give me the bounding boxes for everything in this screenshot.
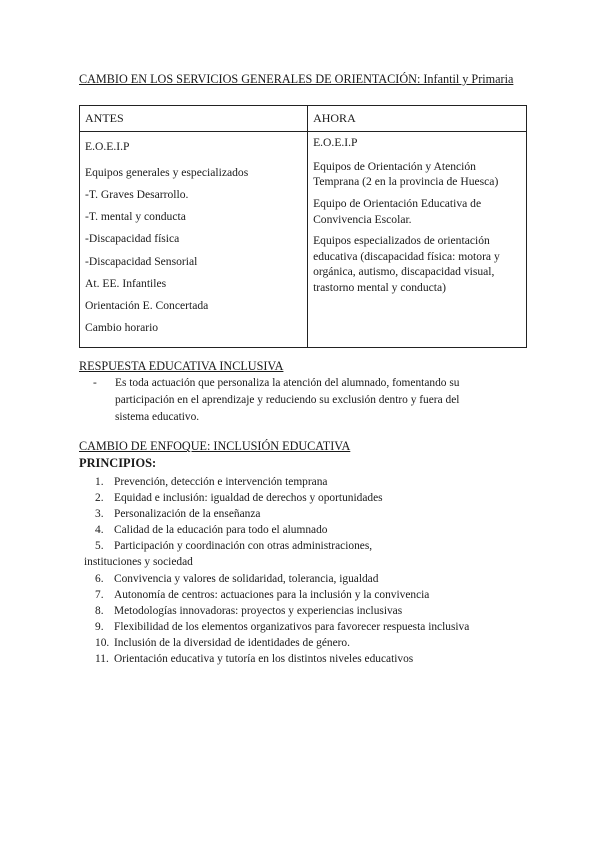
principle-text: Calidad de la educación para todo el alumnado bbox=[114, 524, 328, 537]
ahora-item: Equipos especializados de orientación educativa (discapacidad física: motora y orgánica, autismo, discapacidad visual, trastorno mental y conducta) bbox=[313, 234, 500, 295]
principle-text: Flexibilidad de los elementos organizativos para favorecer respuesta inclusiva bbox=[114, 620, 470, 633]
antes-item: -Discapacidad física bbox=[85, 232, 180, 246]
principle-number: 11. bbox=[95, 653, 109, 666]
antes-item: Orientación E. Concertada bbox=[85, 299, 209, 313]
principle-number: 2. bbox=[95, 492, 104, 505]
principle-text-continuation: instituciones y sociedad bbox=[84, 556, 193, 569]
document-title: CAMBIO EN LOS SERVICIOS GENERALES DE ORIENTACIÓN: Infantil y Primaria bbox=[79, 72, 514, 86]
antes-item: E.O.E.I.P bbox=[85, 140, 130, 153]
principle-item bbox=[82, 522, 512, 538]
header-ahora: AHORA bbox=[308, 106, 527, 132]
respuesta-text: Es toda actuación que personaliza la atención del alumnado, fomentando su participación en el aprendizaje y reduciendo su exclusión dentro y fuera del sistema educativo. bbox=[115, 377, 460, 423]
principle-item bbox=[82, 587, 512, 603]
comparison-table bbox=[79, 105, 527, 348]
antes-item: Equipos generales y especializados bbox=[85, 165, 249, 179]
antes-item: Cambio horario bbox=[85, 321, 159, 335]
principle-text: Metodologías innovadoras: proyectos y experiencias inclusivas bbox=[114, 604, 403, 617]
principle-text: Convivencia y valores de solidaridad, tolerancia, igualdad bbox=[114, 572, 379, 585]
principios-heading: PRINCIPIOS: bbox=[79, 456, 157, 470]
principle-number: 9. bbox=[95, 620, 104, 633]
antes-cell bbox=[80, 132, 308, 348]
principle-item bbox=[82, 571, 512, 587]
enfoque-heading: CAMBIO DE ENFOQUE: INCLUSIÓN EDUCATIVA bbox=[79, 439, 351, 453]
principle-item bbox=[82, 506, 512, 522]
principle-item bbox=[82, 603, 512, 619]
principles-list bbox=[82, 474, 512, 667]
principle-text: Participación y coordinación con otras administraciones, bbox=[114, 540, 373, 553]
principle-number: 8. bbox=[95, 604, 104, 617]
principle-number: 7. bbox=[95, 588, 104, 601]
principle-item bbox=[82, 490, 512, 506]
principle-number: 3. bbox=[95, 508, 104, 521]
principle-number: 1. bbox=[95, 476, 104, 488]
ahora-cell bbox=[308, 132, 527, 348]
ahora-item: E.O.E.I.P bbox=[313, 136, 358, 149]
principle-text: Equidad e inclusión: igualdad de derechos y oportunidades bbox=[114, 492, 383, 505]
antes-item: -T. Graves Desarrollo. bbox=[85, 187, 189, 201]
antes-item: -T. mental y conducta bbox=[85, 210, 186, 224]
respuesta-bullet bbox=[93, 375, 493, 426]
principle-text: Autonomía de centros: actuaciones para la inclusión y la convivencia bbox=[114, 588, 430, 601]
principle-item bbox=[82, 635, 512, 651]
principle-item bbox=[82, 651, 512, 667]
ahora-item: Equipos de Orientación y Atención Temprana (2 en la provincia de Huesca) bbox=[313, 159, 499, 189]
principle-number: 10. bbox=[95, 636, 110, 649]
principle-number: 5. bbox=[95, 540, 104, 553]
principle-item bbox=[82, 538, 512, 570]
principle-text: Personalización de la enseñanza bbox=[114, 508, 261, 521]
principle-text: Inclusión de la diversidad de identidades de género. bbox=[114, 636, 350, 649]
ahora-item: Equipo de Orientación Educativa de Convivencia Escolar. bbox=[313, 196, 482, 226]
antes-item: -Discapacidad Sensorial bbox=[85, 254, 198, 268]
respuesta-heading: RESPUESTA EDUCATIVA INCLUSIVA bbox=[79, 359, 284, 373]
principle-number: 4. bbox=[95, 524, 104, 537]
header-antes: ANTES bbox=[80, 106, 308, 132]
bullet-mark: - bbox=[93, 377, 97, 389]
principle-text: Prevención, detección e intervención temprana bbox=[114, 476, 328, 488]
principle-number: 6. bbox=[95, 572, 104, 585]
principle-item bbox=[82, 619, 512, 635]
principle-text: Orientación educativa y tutoría en los distintos niveles educativos bbox=[114, 653, 414, 666]
antes-item: At. EE. Infantiles bbox=[85, 276, 167, 290]
principle-item bbox=[82, 474, 512, 490]
